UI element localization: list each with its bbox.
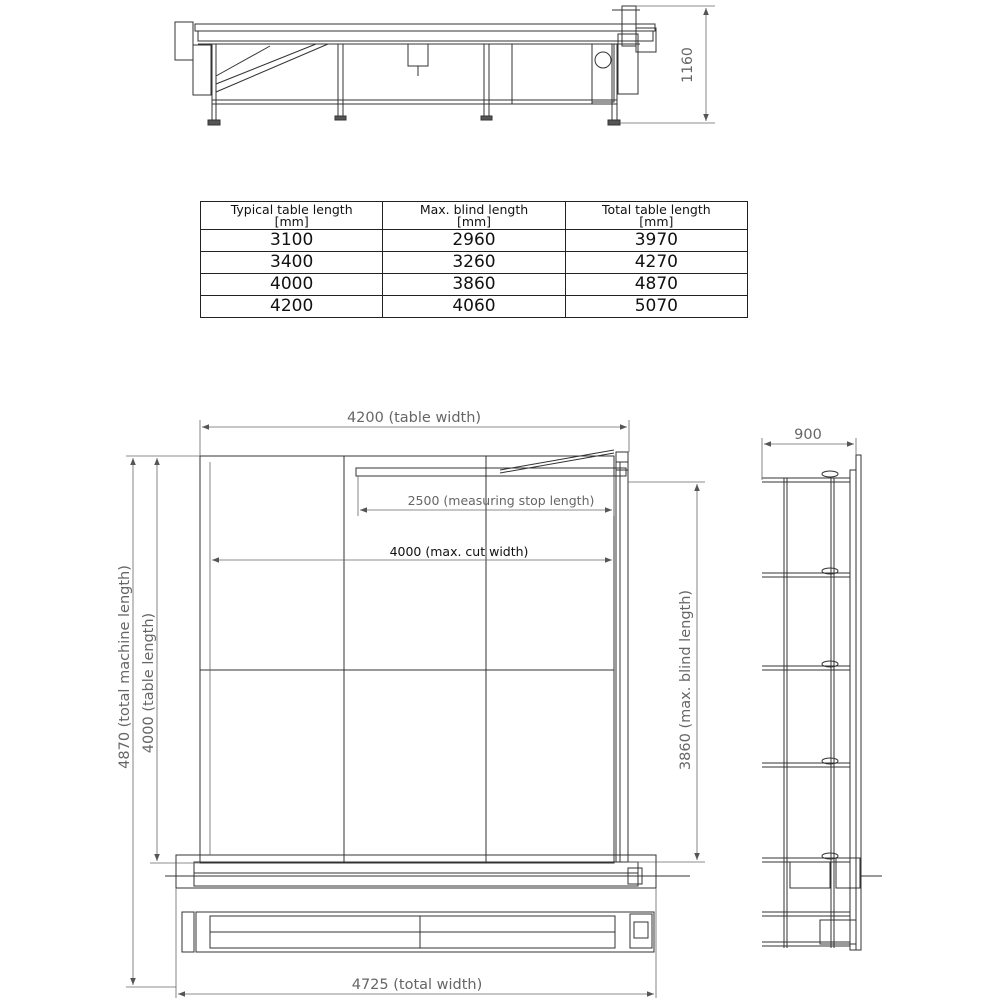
table-cell: 4000: [201, 274, 383, 296]
end-view: [762, 455, 882, 950]
base-frame: [176, 855, 656, 888]
total-width-label: 4725 (total width): [351, 977, 483, 993]
table-row: [201, 296, 748, 318]
table-row: [201, 252, 748, 274]
end-view-width-label: 900: [794, 427, 822, 443]
table-cell: 3970: [565, 230, 747, 252]
table-cell: 2960: [383, 230, 565, 252]
table-length-spec-table: [200, 201, 748, 318]
right-rail: [616, 462, 628, 862]
table-cell: 4870: [565, 274, 747, 296]
table-surface: [200, 456, 614, 863]
header-max-blind-length: [383, 202, 565, 230]
table-cell: 3100: [201, 230, 383, 252]
header-unit: [mm]: [274, 213, 309, 229]
table-length-label: 4000 (table length): [141, 612, 157, 754]
header-typical-table-length: [201, 202, 383, 230]
table-cell: 3260: [383, 252, 565, 274]
table-cell: 5070: [565, 296, 747, 318]
table-row: [201, 230, 748, 252]
table-cell: 4200: [201, 296, 383, 318]
top-view: [165, 450, 690, 952]
header-unit: [mm]: [639, 213, 674, 229]
end-view-dimension: [762, 438, 856, 480]
header-title: Total table length: [602, 201, 711, 217]
table-cell: 4270: [565, 252, 747, 274]
table-header-row: [201, 202, 748, 230]
table-cell: 3400: [201, 252, 383, 274]
table-row: [201, 274, 748, 296]
header-unit: [mm]: [456, 213, 492, 229]
max-cut-width-label: 4000 (max. cut width): [389, 544, 529, 559]
max-blind-length-label: 3860 (max. blind length): [678, 589, 694, 771]
header-total-table-length: [565, 202, 747, 230]
total-machine-length-label: 4870 (total machine length): [117, 565, 133, 769]
table-cell: 4060: [383, 296, 565, 318]
table-width-label: 4200 (table width): [346, 410, 482, 426]
table-cell: 3860: [383, 274, 565, 296]
side-height-label: 1160: [680, 47, 696, 83]
measuring-stop-label: 2500 (measuring stop length): [407, 493, 595, 508]
side-view: [175, 6, 656, 125]
header-title: Typical table length: [230, 201, 353, 217]
header-title: Max. blind length: [419, 201, 529, 217]
